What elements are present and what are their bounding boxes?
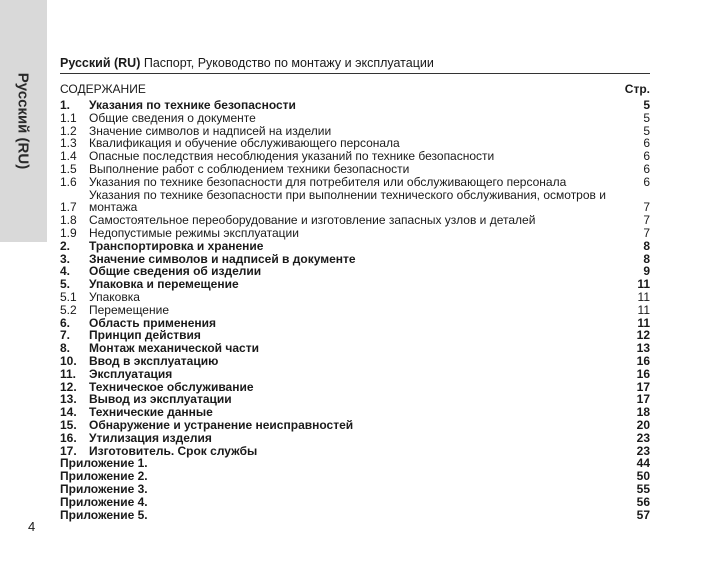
toc-entry [60,240,650,253]
toc-entry-title: Указания по технике безопасности [89,98,296,112]
toc-entry-page: 7 [643,213,650,228]
toc-entry-number: 1.4 [60,149,77,164]
toc-entry-title: Транспортировка и хранение [89,238,264,253]
toc-entry-title: Обнаружение и устранение неисправностей [89,417,354,432]
toc-entry-page: 57 [636,507,650,522]
toc-entry-page: 16 [636,366,650,381]
toc-entry [60,355,650,368]
table-of-contents [60,99,650,521]
toc-entry-title: Указания по технике безопасности для потребителя или обслуживающего персонала [89,174,567,189]
header-divider [60,73,650,74]
toc-entry-page: 5 [643,110,650,125]
toc-entry-page: 7 [643,200,650,215]
toc-appendix-entry [60,496,650,509]
toc-entry-number: 2. [60,238,71,253]
toc-entry-title: Опасные последствия несоблюдения указаний по технике безопасности [89,149,495,164]
toc-entry-number: 1.6 [60,174,77,189]
toc-entry-number: 13. [60,392,77,407]
toc-entry-page: 20 [636,417,650,432]
toc-entry-number: 5.2 [60,302,77,317]
toc-entry-title: Общие сведения о документе [89,110,256,125]
toc-entry-number: 5.1 [60,289,77,304]
toc-entry [60,304,650,317]
toc-entry-title: Изготовитель. Срок службы [89,443,258,458]
toc-entry-title: Общие сведения об изделии [89,264,262,279]
toc-entry-title: Перемещение [89,302,169,317]
toc-entry-page: 8 [643,238,650,253]
toc-entry-number: 1.9 [60,225,77,240]
toc-entry-page: 13 [636,341,650,356]
toc-entry-title: Выполнение работ с соблюдением техники безопасности [89,161,410,176]
toc-entry-number: 3. [60,251,71,266]
toc-entry-page: 11 [637,315,650,330]
toc-entry-title: Монтаж механической части [89,341,259,356]
toc-entry [60,112,650,125]
toc-entry [60,432,650,445]
toc-entry-title: Приложение 1. [60,456,148,471]
toc-entry-page: 11 [637,289,650,304]
toc-entry-page: 6 [643,161,650,176]
header-language: Русский (RU) [60,56,141,70]
page-number: 4 [28,519,36,534]
toc-entry [60,278,650,291]
header-title: Паспорт, Руководство по монтажу и эксплуатации [143,56,434,70]
toc-entry-page: 6 [643,136,650,151]
toc-entry-page: 18 [636,405,650,420]
toc-entry-page: 7 [643,225,650,240]
toc-entry-title: Приложение 3. [60,481,148,496]
toc-entry-page: 12 [636,328,650,343]
toc-entry-number: 1.3 [60,136,77,151]
toc-entry-title: Область применения [89,315,217,330]
toc-entry-page: 23 [636,430,650,445]
toc-entry-title: Утилизация изделия [89,430,212,445]
toc-entry-page: 6 [643,149,650,164]
toc-entry-number: 1. [60,98,71,112]
toc-entry [60,291,650,304]
toc-entry [60,419,650,432]
toc-page-column-label: Стр. [624,82,650,96]
toc-appendix-entry [60,457,650,470]
toc-entry-title: Упаковка и перемещение [89,277,239,292]
toc-appendix-entry [60,509,650,522]
toc-entry-page: 6 [643,174,650,189]
toc-entry-number: 1.8 [60,213,77,228]
page-header [60,56,650,70]
toc-entry-page: 16 [636,353,650,368]
toc-entry-number: 4. [60,264,71,279]
toc-entry-page: 56 [636,494,650,509]
toc-entry-number: 12. [60,379,77,394]
toc-entry-number: 17. [60,443,77,458]
toc-entry-title: Техническое обслуживание [89,379,254,394]
toc-entry [60,99,650,112]
toc-entry-title: Технические данные [89,405,213,420]
language-side-tab [0,0,47,242]
toc-entry-title: Эксплуатация [89,366,173,381]
toc-entry-number: 11. [60,366,77,381]
toc-entry-page: 9 [643,264,650,279]
toc-entry-page: 5 [643,123,650,138]
toc-entry-page: 5 [643,98,650,112]
toc-entry-number: 15. [60,417,77,432]
toc-entry-title: Квалификация и обучение обслуживающего персонала [89,136,400,151]
toc-entry-title: Вывод из эксплуатации [89,392,232,407]
side-tab-label: Русский (RU) [14,72,32,170]
toc-entry-number: 7. [60,328,71,343]
toc-entry-title: Приложение 5. [60,507,148,522]
toc-entry-title: Приложение 4. [60,494,148,509]
toc-entry-title: Упаковка [89,289,140,304]
toc-entry-page: 23 [636,443,650,458]
toc-entry-number: 1.5 [60,161,77,176]
toc-entry [60,227,650,240]
toc-entry-number: 5. [60,277,71,292]
toc-entry [60,189,650,215]
toc-appendix-entry [60,483,650,496]
toc-entry-number: 14. [60,405,77,420]
toc-heading-row [60,82,650,96]
toc-entry [60,445,650,458]
toc-entry [60,368,650,381]
toc-appendix-entry [60,470,650,483]
toc-entry-page: 50 [636,469,650,484]
toc-entry-title: Недопустимые режимы эксплуатации [89,225,299,240]
toc-entry-number: 1.2 [60,123,77,138]
toc-entry-number: 8. [60,341,71,356]
toc-entry [60,163,650,176]
toc-entry-page: 44 [636,456,650,471]
toc-entry [60,176,650,189]
toc-heading: СОДЕРЖАНИЕ [60,82,146,96]
toc-entry-title: Ввод в эксплуатацию [89,353,219,368]
toc-entry-page: 8 [643,251,650,266]
toc-entry-page: 17 [636,392,650,407]
toc-entry-page: 55 [636,481,650,496]
toc-entry-title: Указания по технике безопасности при выполнении технического обслуживания, осмотров и монтажа [89,187,606,215]
toc-entry-title: Значение символов и надписей на изделии [89,123,332,138]
toc-entry-number: 6. [60,315,71,330]
toc-entry [60,406,650,419]
toc-entry-title: Самостоятельное переоборудование и изготовление запасных узлов и деталей [89,213,536,228]
toc-entry-title: Значение символов и надписей в документе [89,251,356,266]
toc-entry-title: Приложение 2. [60,469,148,484]
toc-entry-title: Принцип действия [89,328,201,343]
toc-entry-page: 11 [637,277,650,292]
toc-entry-number: 10. [60,353,77,368]
toc-entry-page: 17 [636,379,650,394]
toc-entry-number: 1.7 [60,200,77,215]
toc-entry-number: 16. [60,430,77,445]
toc-entry-page: 11 [637,302,650,317]
toc-entry-number: 1.1 [60,110,77,125]
